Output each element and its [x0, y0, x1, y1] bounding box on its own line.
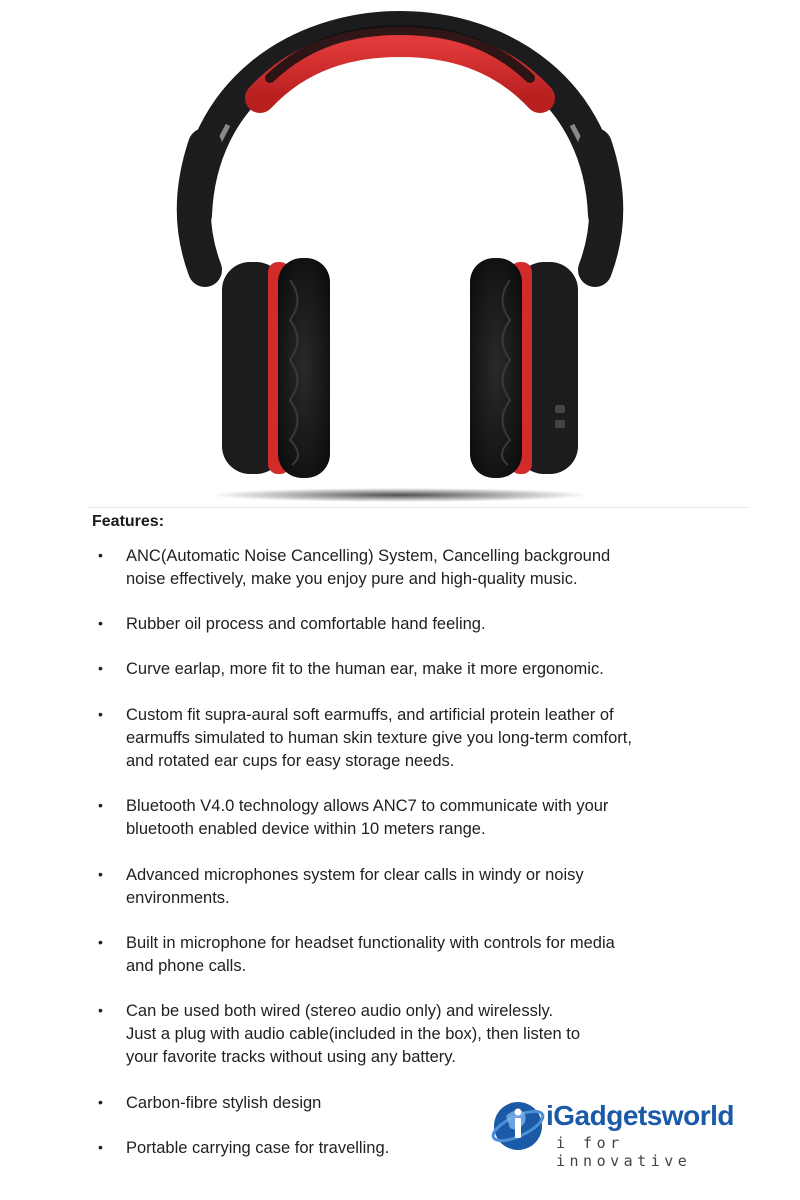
- features-heading: Features:: [92, 513, 165, 530]
- bullet: •: [98, 1002, 103, 1018]
- feature-text: ANC(Automatic Noise Cancelling) System, Cancelling background noise effectively, make you enjoy pure and high-quality music.: [126, 547, 611, 588]
- section-divider: [88, 507, 748, 508]
- feature-text: Portable carrying case for travelling.: [126, 1139, 390, 1157]
- feature-text: Advanced microphones system for clear calls in windy or noisy environments.: [126, 866, 584, 907]
- bullet: •: [98, 934, 103, 950]
- product-image-headphones: [0, 0, 800, 505]
- logo-name: iGadgetsworld: [546, 1100, 734, 1131]
- feature-text: Carbon-fibre stylish design: [126, 1094, 322, 1112]
- bullet: •: [98, 866, 103, 882]
- feature-text: Rubber oil process and comfortable hand feeling.: [126, 615, 486, 633]
- bullet: •: [98, 706, 103, 722]
- bullet: •: [98, 660, 103, 676]
- bullet: •: [98, 1094, 103, 1110]
- feature-text: Curve earlap, more fit to the human ear, make it more ergonomic.: [126, 660, 604, 678]
- logo-tagline: i for innovative: [556, 1134, 692, 1170]
- bullet: •: [98, 1139, 103, 1155]
- feature-text: Bluetooth V4.0 technology allows ANC7 to communicate with your bluetooth enabled device within 10 meters range.: [126, 797, 609, 838]
- headphones-illustration: [0, 0, 800, 505]
- bullet: •: [98, 615, 103, 631]
- feature-text: Can be used both wired (stereo audio only) and wirelessly. Just a plug with audio cable(included in the box), then listen to your favorite tracks without using any battery.: [126, 1002, 581, 1066]
- feature-text: Built in microphone for headset functionality with controls for media and phone calls.: [126, 934, 615, 975]
- bullet: •: [98, 797, 103, 813]
- igadgetsworld-logo[interactable]: [488, 1098, 768, 1170]
- feature-text: Custom fit supra-aural soft earmuffs, and artificial protein leather of earmuffs simulated to human skin texture give you long-term comfort, and rotated ear cups for easy storage needs.: [126, 706, 632, 770]
- bullet: •: [98, 547, 103, 563]
- globe-icon: [488, 1098, 548, 1154]
